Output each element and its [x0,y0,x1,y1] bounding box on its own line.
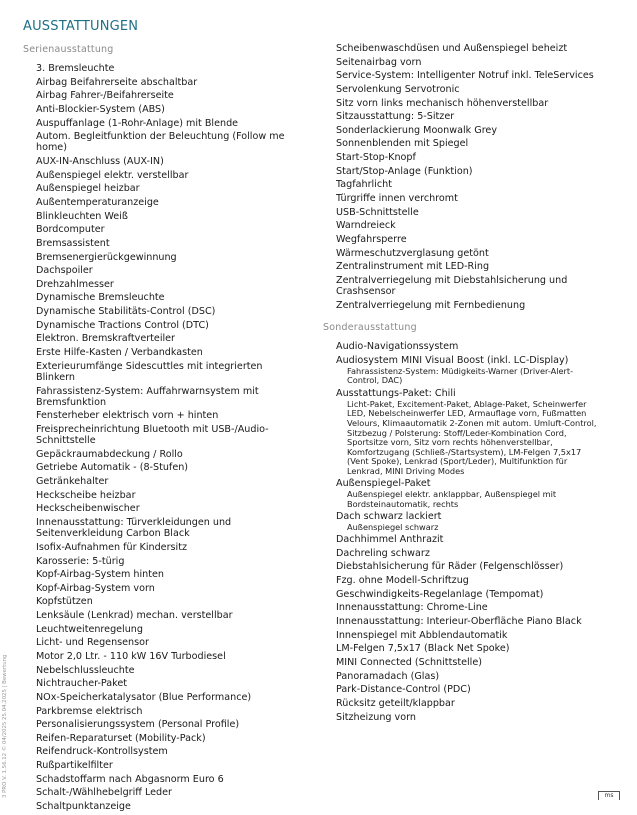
equipment-item: Anti-Blockier-System (ABS) [36,103,165,115]
option-item: LM-Felgen 7,5x17 (Black Net Spoke) [336,643,510,655]
equipment-item: Drehzahlmesser [36,278,114,290]
option-item: Innenausstattung: Chrome-Line [336,602,488,614]
equipment-item: Gepäckraumabdeckung / Rollo [36,448,183,460]
equipment-item: 3. Bremsleuchte [36,63,115,74]
equipment-item: Erste Hilfe-Kasten / Verbandkasten [36,347,203,359]
option-item: Geschwindigkeits-Regelanlage (Tempomat) [336,588,544,600]
equipment-item: Außenspiegel heizbar [36,183,140,195]
equipment-item: Bremsassistent [36,237,110,249]
option-detail: Fahrassistenz-System: Müdigkeits-Warner (Driver-Alert-Control, DAC) [347,365,574,386]
option-item: Audio-Navigationssystem [336,341,459,352]
equipment-item: Servolenkung Servotronic [336,83,460,95]
equipment-item: Dachspoiler [36,265,93,277]
equipment-item: Motor 2,0 Ltr. - 110 kW 16V Turbodiesel [36,651,226,662]
option-item: Ausstattungs-Paket: Chili [336,387,456,399]
option-item: Fzg. ohne Modell-Schriftzug [336,575,469,587]
option-item: Rücksitz geteilt/klappbar [336,697,455,709]
equipment-item: Kopf-Airbag-System vorn [36,582,155,594]
equipment-item: Personalisierungssystem (Personal Profile) [36,719,240,731]
option-item: Innenspiegel mit Abblendautomatik [336,629,508,641]
equipment-item: Seitenairbag vorn [336,56,422,68]
sonder-list [336,341,604,725]
side-footer-note: 3 PRO V. 1.56.12 © 04/2025 25.04.2025 | Bewertung [2,654,8,798]
equipment-item: Schadstoffarm nach Abgasnorm Euro 6 [36,773,224,785]
equipment-item: Exterieurumfänge Sidescuttles mit integrierten Blinkern [36,360,263,383]
option-detail: Licht-Paket, Excitement-Paket, Ablage-Paket, Scheinwerfer LED, Nebelscheinwerfer LED, Armauflage vorn, Fußmatten Velours, Klimaautomatik 2-Zonen mit autom. Umluft-Control, Sitzbezug / Polsterung: Stoff/Leder-Kombination Cord, Sportsitze vorn, Sitz vorn rechts höhenverstellbar, Komfortzugang (Schließ-/Startsystem), LM-Felgen 7,5x17 (Vent Spoke), Lenkrad (Sport/Leder), Multifunktion für Lenkrad, MINI Driving Modes [347,398,597,476]
equipment-item: Start/Stop-Anlage (Funktion) [336,165,473,177]
equipment-item: Außentemperaturanzeige [36,196,159,208]
option-detail: Außenspiegel schwarz [347,522,439,533]
option-item: Diebstahlsicherung für Räder (Felgenschlösser) [336,561,564,573]
equipment-item: Freisprecheinrichtung Bluetooth mit USB-/Audio-Schnittstelle [36,423,269,447]
equipment-item: Kopf-Airbag-System hinten [36,569,164,581]
equipment-item: Airbag Beifahrerseite abschaltbar [36,76,198,88]
equipment-item: Innenausstattung: Türverkleidungen und Seitenverkleidung Carbon Black [36,517,232,540]
equipment-item: Fahrassistenz-System: Auffahrwarnsystem mit Bremsfunktion [36,385,259,408]
equipment-item: Scheibenwaschdüsen und Außenspiegel beheizt [336,43,568,54]
equipment-item: Sonnenblenden mit Spiegel [336,138,469,150]
equipment-item: Getränkehalter [36,476,109,488]
equipment-item: Start-Stop-Knopf [336,152,416,164]
sonder-heading: Sonderausstattung [323,322,417,333]
equipment-item: Isofix-Aufnahmen für Kindersitz [36,541,187,553]
equipment-item: Zentralverriegelung mit Fernbedienung [336,299,526,311]
equipment-item: Sitz vorn links mechanisch höhenverstellbar [336,97,549,109]
equipment-item: Dynamische Tractions Control (DTC) [36,319,209,331]
equipment-item: Autom. Begleitfunktion der Beleuchtung (Follow me home) [36,131,285,154]
equipment-item: Warndreieck [336,220,396,232]
option-item: MINI Connected (Schnittstelle) [336,656,482,668]
equipment-item: Blinkleuchten Weiß [36,210,128,222]
equipment-item: Airbag Fahrer-/Beifahrerseite [36,90,174,102]
equipment-item: Bremsenergierückgewinnung [36,251,177,263]
serien-list-left [36,63,286,815]
option-item: Dachreling schwarz [336,547,430,559]
option-item: Innenausstattung: Interieur-Oberfläche Piano Black [336,616,582,628]
equipment-item: Karosserie: 5-türig [36,555,125,567]
option-detail: Außenspiegel elektr. anklappbar, Außenspiegel mit Bordsteinautomatik, rechts [347,489,557,509]
option-item: Panoramadach (Glas) [336,670,440,682]
equipment-item: Heckscheibenwischer [36,503,140,515]
equipment-item: Fensterheber elektrisch vorn + hinten [36,410,219,422]
equipment-item: USB-Schnittstelle [336,206,419,218]
option-item: Sitzheizung vorn [336,711,416,723]
equipment-item: Reifen-Reparaturset (Mobility-Pack) [36,732,206,744]
equipment-item: Türgriffe innen verchromt [336,193,458,205]
equipment-item: Nebelschlussleuchte [36,664,135,676]
equipment-item: Außenspiegel elektr. verstellbar [36,169,189,181]
equipment-item: Sonderlackierung Moonwalk Grey [336,124,498,136]
serien-heading: Serienausstattung [23,44,114,55]
equipment-item: Reifendruck-Kontrollsystem [36,746,168,758]
equipment-item: Parkbremse elektrisch [36,705,143,717]
equipment-item: Nichtraucher-Paket [36,678,128,690]
brand-logo: ms [598,791,620,800]
option-item: Dachhimmel Anthrazit [336,534,444,546]
option-item: Dach schwarz lackiert [336,510,442,522]
equipment-item: Dynamische Stabilitäts-Control (DSC) [36,306,216,318]
equipment-item: AUX-IN-Anschluss (AUX-IN) [36,156,164,168]
option-item: Park-Distance-Control (PDC) [336,684,471,696]
equipment-item: Schalt-/Wählhebelgriff Leder [36,787,172,799]
equipment-item: Rußpartikelfilter [36,760,113,772]
equipment-item: Sitzausstattung: 5-Sitzer [336,111,455,123]
equipment-item: Getriebe Automatik - (8-Stufen) [36,462,189,474]
equipment-item: Heckscheibe heizbar [36,489,136,501]
equipment-item: Auspuffanlage (1-Rohr-Anlage) mit Blende [36,117,239,129]
equipment-item: Leuchtweitenregelung [36,623,143,635]
equipment-item: Kopfstützen [36,596,93,608]
equipment-item: Schaltpunktanzeige [36,801,131,813]
equipment-item: Service-System: Intelligenter Notruf inkl. TeleServices [336,70,594,82]
option-item: Außenspiegel-Paket [336,477,431,489]
equipment-item: NOx-Speicherkatalysator (Blue Performance) [36,691,252,703]
equipment-item: Zentralverriegelung mit Diebstahlsicherung und Crashsensor [336,274,568,298]
equipment-item: Licht- und Regensensor [36,637,149,649]
page-title: AUSSTATTUNGEN [23,19,139,34]
equipment-item: Tagfahrlicht [336,179,392,191]
equipment-item: Dynamische Bremsleuchte [36,292,165,304]
serien-list-right [336,43,604,313]
equipment-item: Zentralinstrument mit LED-Ring [336,261,490,273]
equipment-item: Bordcomputer [36,224,105,236]
equipment-item: Wärmeschutzverglasung getönt [336,247,489,259]
equipment-item: Lenksäule (Lenkrad) mechan. verstellbar [36,610,233,622]
equipment-item: Elektron. Bremskraftverteiler [36,333,176,345]
option-item: Audiosystem MINI Visual Boost (inkl. LC-Display) [336,354,569,366]
equipment-item: Wegfahrsperre [336,233,407,245]
